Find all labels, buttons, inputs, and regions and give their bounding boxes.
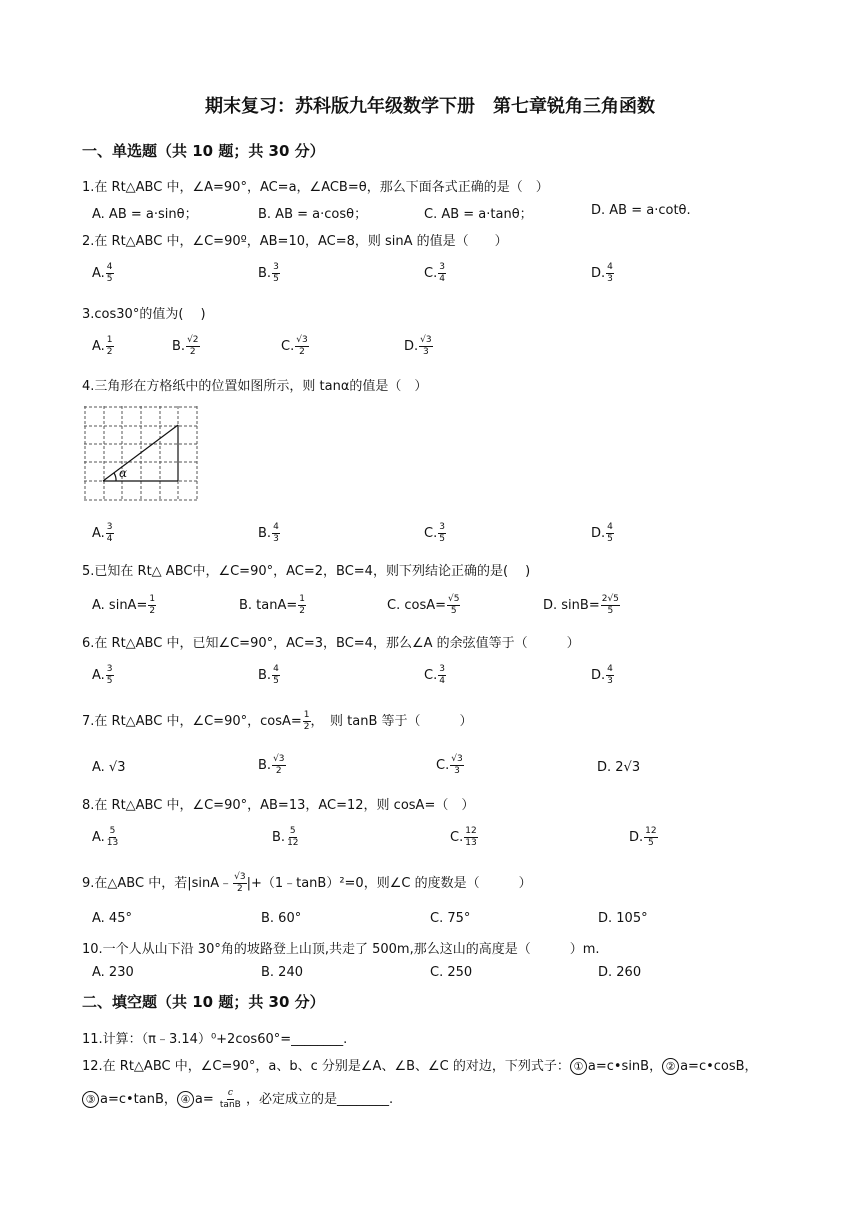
q1-option-c: C. AB = a·tanθ； [424,207,533,222]
q7-option-c: C. $\frac{√3}{3}$ [436,754,463,776]
question-6: 6.在 Rt△ABC 中，已知∠C=90°，AC=3，BC=4，那么∠A 的余弦值等于（ ） [82,636,580,651]
q6-option-c: C. $\frac{3}{4}$ [424,664,445,686]
question-8: 8.在 Rt△ABC 中，∠C=90°，AB=13，AC=12，则 cosA=（ ） [82,798,475,813]
question-2: 2.在 Rt△ABC 中，∠C=90º，AB=10，AC=8，则 sinA 的值是（ ） [82,234,508,249]
q5-option-c: C. cosA= $\frac{√5}{5}$ [387,594,460,616]
q10-option-b: B. 240 [261,965,303,980]
marker-4: ④ [177,1091,194,1108]
question-1: 1.在 Rt△ABC 中，∠A=90°，AC=a，∠ACB=θ，那么下面各式正确的是（ ） [82,180,549,195]
question-10: 10.一个人从山下沿 30°角的坡路登上山顶,共走了 500m,那么这山的高度是（ ）m. [82,942,600,957]
q5-option-b: B. tanA= $\frac{1}{2}$ [239,594,306,616]
q1-option-a: A. AB = a·sinθ； [92,207,198,222]
q3-option-b: B. $\frac{√2}{2}$ [172,335,199,357]
q10-option-c: C. 250 [430,965,473,980]
q1-option-b: B. AB = a·cosθ； [258,207,368,222]
q4-option-b: B. $\frac{4}{3}$ [258,522,279,544]
q8-option-d: D. $\frac{12}{5}$ [629,826,657,848]
q8-option-b: B. $\frac{5}{12}$ [272,826,299,848]
question-3: 3.cos30°的值为( ) [82,307,206,322]
q4-option-a: A. $\frac{3}{4}$ [92,522,113,544]
page-title: 期末复习：苏科版九年级数学下册 第七章锐角三角函数 [205,96,655,117]
question-12: 12.在 Rt△ABC 中，∠C=90°，a、b、c 分别是∠A、∠B、∠C 的对边，下列式子： ① a=c•sinB， ② a=c•cosB， [82,1059,758,1074]
section-heading-2: 二、填空题（共 10 题；共 30 分） [82,993,325,1011]
marker-2: ② [662,1058,679,1075]
q10-option-a: A. 230 [92,965,134,980]
q9-option-b: B. 60° [261,911,302,926]
question-9: 9.在△ABC 中，若|sinA﹣ $\frac{√3}{2}$ |+（1﹣tanB）²=0，则∠C 的度数是（ ） [82,872,532,894]
question-7: 7.在 Rt△ABC 中，∠C=90°，cosA= $\frac{1}{2}$ ， 则 tanB 等于（ ） [82,710,473,732]
q2-option-b: B. $\frac{3}{5}$ [258,262,279,284]
q6-option-a: A. $\frac{3}{5}$ [92,664,113,686]
q2-option-d: D. $\frac{4}{3}$ [591,262,613,284]
q3-option-d: D. $\frac{√3}{3}$ [404,335,432,357]
marker-1: ① [570,1058,587,1075]
q9-option-c: C. 75° [430,911,471,926]
q7-option-b: B. $\frac{√3}{2}$ [258,754,285,776]
q4-option-d: D. $\frac{4}{5}$ [591,522,613,544]
question-11: 11.计算：（π﹣3.14）⁰+2cos60°=________. [82,1032,348,1047]
q7-option-a: A. √3 [92,760,126,775]
q5-option-a: A. sinA= $\frac{1}{2}$ [92,594,156,616]
q10-option-d: D. 260 [598,965,642,980]
question-5: 5.已知在 Rt△ ABC中，∠C=90°，AC=2，BC=4，则下列结论正确的是( ) [82,564,531,579]
question-12-continued: ③ a=c•tanB， ④ a= $\frac{c}{\tan B}$ ，必定成立的是________. [82,1088,393,1111]
q4-option-c: C. $\frac{3}{5}$ [424,522,445,544]
q5-option-d: D. sinB= $\frac{2√5}{5}$ [543,594,619,616]
marker-3: ③ [82,1091,99,1108]
q9-option-d: D. 105° [598,911,648,926]
q6-option-b: B. $\frac{4}{5}$ [258,664,279,686]
q3-option-c: C. $\frac{√3}{2}$ [281,335,308,357]
q7-option-d: D. 2√3 [597,760,641,775]
q1-option-d: D. AB = a·cotθ. [591,203,691,218]
q6-option-d: D. $\frac{4}{3}$ [591,664,613,686]
q2-option-a: A. $\frac{4}{5}$ [92,262,113,284]
q8-option-c: C. $\frac{12}{13}$ [450,826,477,848]
question-4: 4.三角形在方格纸中的位置如图所示，则 tanα的值是（ ） [82,379,428,394]
q2-option-c: C. $\frac{3}{4}$ [424,262,445,284]
q3-option-a: A. $\frac{1}{2}$ [92,335,113,357]
angle-alpha-label: α [119,466,128,480]
q9-option-a: A. 45° [92,911,132,926]
q8-option-a: A. $\frac{5}{13}$ [92,826,119,848]
section-heading-1: 一、单选题（共 10 题；共 30 分） [82,142,325,160]
grid-triangle-figure [84,406,200,502]
